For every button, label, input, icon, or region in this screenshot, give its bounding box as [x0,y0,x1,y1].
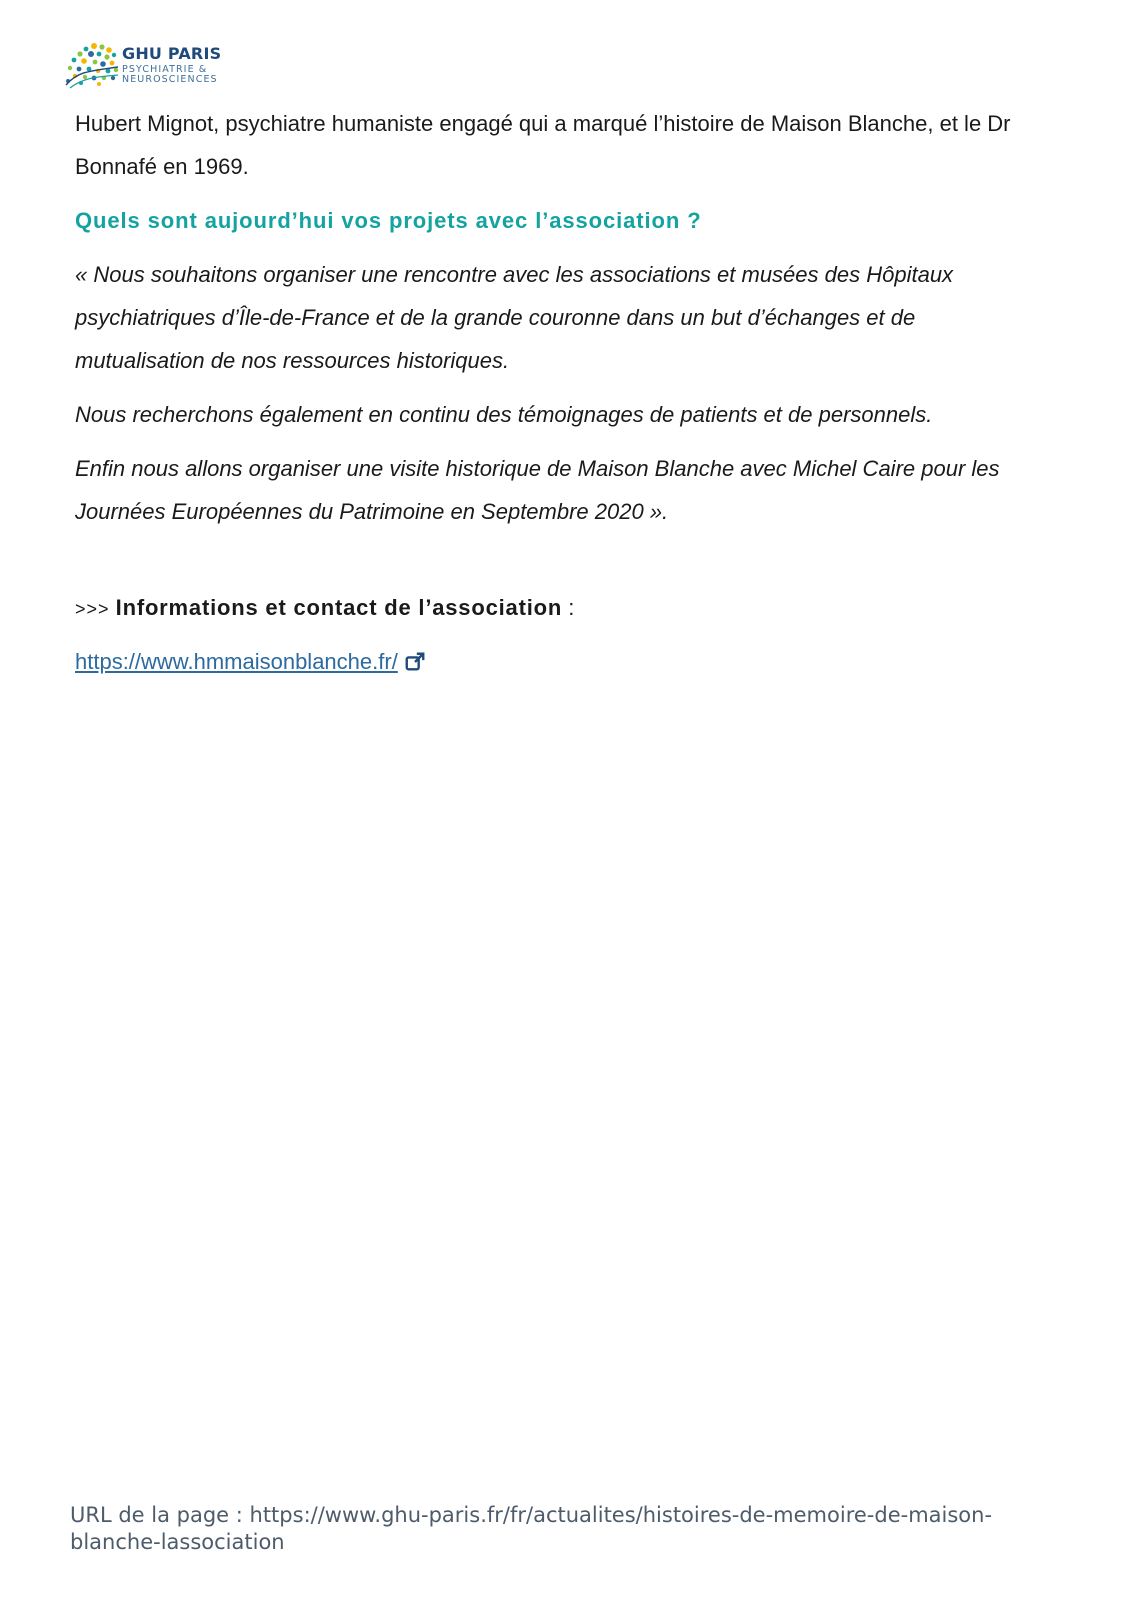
contact-suffix: : [562,595,575,620]
external-link-icon[interactable] [404,651,426,673]
logo-subtitle-line1: PSYCHIATRIE & [122,63,208,75]
quote-paragraph-1: « Nous souhaitons organiser une rencontre avec les associations et musées des Hôpitaux psychiatriques d’Île-de-France et de la grande couronne dans un but d’échanges et de mutualisation de nos ressources historiques. [75,262,954,373]
quote-paragraph-3: Enfin nous allons organiser une visite historique de Maison Blanche avec Michel Caire pour les Journées Européennes du Patrimoine en Septembre 2020 ». [75,456,1000,524]
quote-paragraph-2: Nous recherchons également en continu des témoignages de patients et de personnels. [75,402,933,427]
ghu-paris-logo [64,40,221,90]
contact-prefix: >>> [75,599,110,619]
logo-subtitle-line2: NEUROSCIENCES [122,74,218,85]
question-heading: Quels sont aujourd’hui vos projets avec l’association ? [75,208,702,233]
intro-paragraph: Hubert Mignot, psychiatre humaniste engagé qui a marqué l’histoire de Maison Blanche, et le Dr Bonnafé en 1969. [75,111,1011,179]
association-link-row [75,642,1035,682]
association-website-link[interactable]: https://www.hmmaisonblanche.fr/ [75,649,398,674]
contact-line [75,586,1035,631]
ghu-dots-logo-icon [64,41,120,89]
logo-title: GHU PARIS [122,43,222,63]
contact-label: Informations et contact de l’association [115,595,563,620]
page-url-footer: URL de la page : https://www.ghu-paris.fr/fr/actualites/histoires-de-memoire-de-maison-blanche-lassociation [70,1503,993,1554]
article-content [75,102,1035,682]
